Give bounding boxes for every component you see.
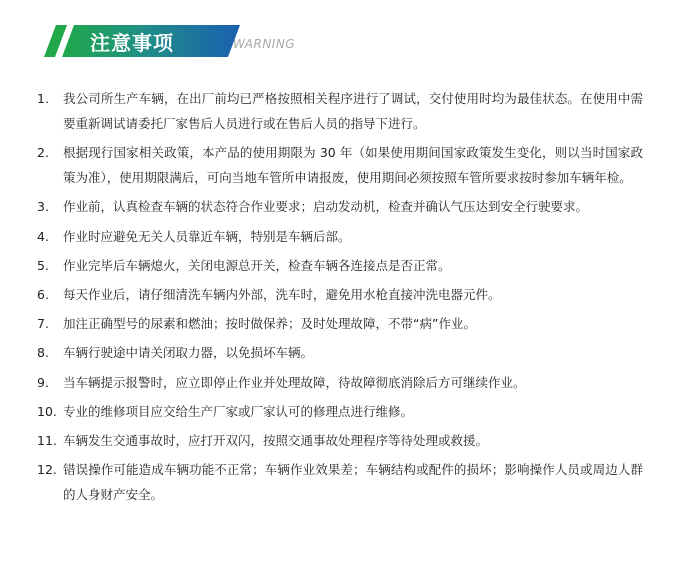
item-text: 车辆发生交通事故时，应打开双闪，按照交通事故处理程序等待处理或救援。 <box>63 432 489 448</box>
item-number: 7. <box>37 316 49 332</box>
item-text: 加注正确型号的尿素和燃油；按时做保养；及时处理故障，不带“病”作业。 <box>63 316 476 332</box>
section-header <box>44 25 344 61</box>
item-number: 1. <box>37 91 49 106</box>
item-text: 当车辆提示报警时，应立即停止作业并处理故障，待故障彻底消除后方可继续作业。 <box>63 374 526 390</box>
item-number: 9. <box>37 374 49 390</box>
list-item <box>37 140 643 190</box>
item-number: 4. <box>37 228 49 244</box>
list-item <box>37 428 643 453</box>
item-text: 错误操作可能造成车辆功能不正常；车辆作业效果差；车辆结构或配件的损坏；影响操作人员或周边人群的人身财产安全。 <box>63 462 643 503</box>
list-item <box>37 399 643 424</box>
item-number: 5. <box>37 257 49 273</box>
list-item <box>37 86 643 136</box>
item-number: 10. <box>37 403 57 419</box>
section-subtitle: WARNING <box>233 37 296 51</box>
item-number: 3. <box>37 199 49 215</box>
item-text: 作业前，认真检查车辆的状态符合作业要求；启动发动机，检查并确认气压达到安全行驶要求。 <box>63 199 589 215</box>
list-item <box>37 340 643 365</box>
item-text: 车辆行驶途中请关闭取力器，以免损坏车辆。 <box>63 345 314 361</box>
header-banner-shape <box>44 25 344 61</box>
list-item <box>37 370 643 395</box>
list-item <box>37 224 643 249</box>
list-item <box>37 253 643 278</box>
item-text: 专业的维修项目应交给生产厂家或厂家认可的修理点进行维修。 <box>63 403 414 419</box>
item-text: 我公司所生产车辆，在出厂前均已严格按照相关程序进行了调试，交付使用时均为最佳状态。在使用中需要重新调试请委托厂家售后人员进行或在售后人员的指导下进行。 <box>63 91 643 131</box>
list-item <box>37 282 643 307</box>
list-item <box>37 194 643 219</box>
list-item <box>37 457 643 507</box>
item-number: 12. <box>37 462 57 478</box>
section-title: 注意事项 <box>90 31 174 55</box>
item-number: 11. <box>37 432 57 448</box>
item-number: 8. <box>37 345 49 361</box>
item-text: 根据现行国家相关政策，本产品的使用期限为 30 年（如果使用期间国家政策发生变化，则以当时国家政策为准），使用期限满后，可向当地车管所申请报废，使用期间必须按照车管所要求按时参加车辆年检。 <box>63 145 643 186</box>
item-number: 2. <box>37 145 49 161</box>
list-item <box>37 311 643 336</box>
item-text: 每天作业后，请仔细清洗车辆内外部，洗车时，避免用水枪直接冲洗电器元件。 <box>63 286 501 302</box>
notes-list <box>37 86 643 511</box>
item-text: 作业完毕后车辆熄火，关闭电源总开关，检查车辆各连接点是否正常。 <box>63 257 451 273</box>
item-text: 作业时应避免无关人员靠近车辆，特别是车辆后部。 <box>63 228 351 244</box>
item-number: 6. <box>37 286 49 302</box>
